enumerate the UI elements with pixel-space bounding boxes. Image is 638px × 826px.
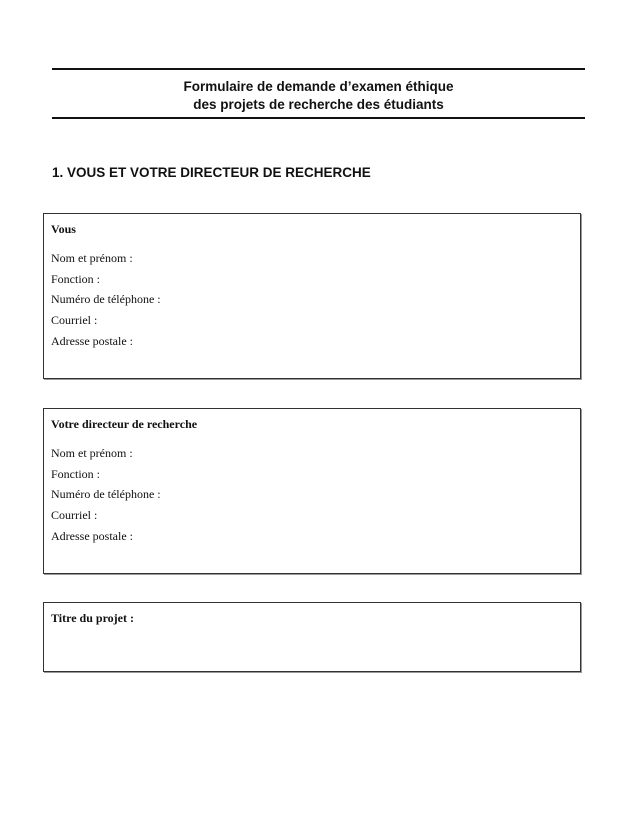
student-address-field: Adresse postale :	[51, 333, 133, 348]
director-name-field: Nom et prénom :	[51, 446, 133, 460]
section-heading: 1. VOUS ET VOTRE DIRECTEUR DE RECHERCHE	[52, 165, 371, 180]
student-email-field: Courriel :	[51, 313, 98, 328]
student-info-box	[43, 213, 581, 379]
form-title	[52, 78, 585, 114]
student-name-field: Nom et prénom :	[51, 251, 133, 265]
director-role-field: Fonction :	[51, 466, 101, 481]
director-box-title: Votre directeur de recherche	[51, 417, 198, 431]
header-bottom-rule	[52, 117, 585, 119]
director-address-field: Adresse postale :	[51, 528, 133, 543]
student-field-list	[51, 251, 161, 354]
student-role-field: Fonction :	[51, 271, 101, 286]
student-box-title: Vous	[51, 222, 76, 236]
director-phone-field: Numéro de téléphone :	[51, 487, 161, 502]
header-top-rule	[52, 68, 585, 70]
director-field-list	[51, 446, 161, 549]
form-title-line-2: des projets de recherche des étudiants	[193, 97, 444, 112]
project-title-box	[43, 602, 581, 672]
project-title-label: Titre du projet :	[51, 611, 134, 625]
student-phone-field: Numéro de téléphone :	[51, 292, 161, 307]
director-info-box	[43, 408, 581, 574]
director-email-field: Courriel :	[51, 508, 98, 523]
form-title-line-1: Formulaire de demande d’examen éthique	[183, 79, 454, 94]
